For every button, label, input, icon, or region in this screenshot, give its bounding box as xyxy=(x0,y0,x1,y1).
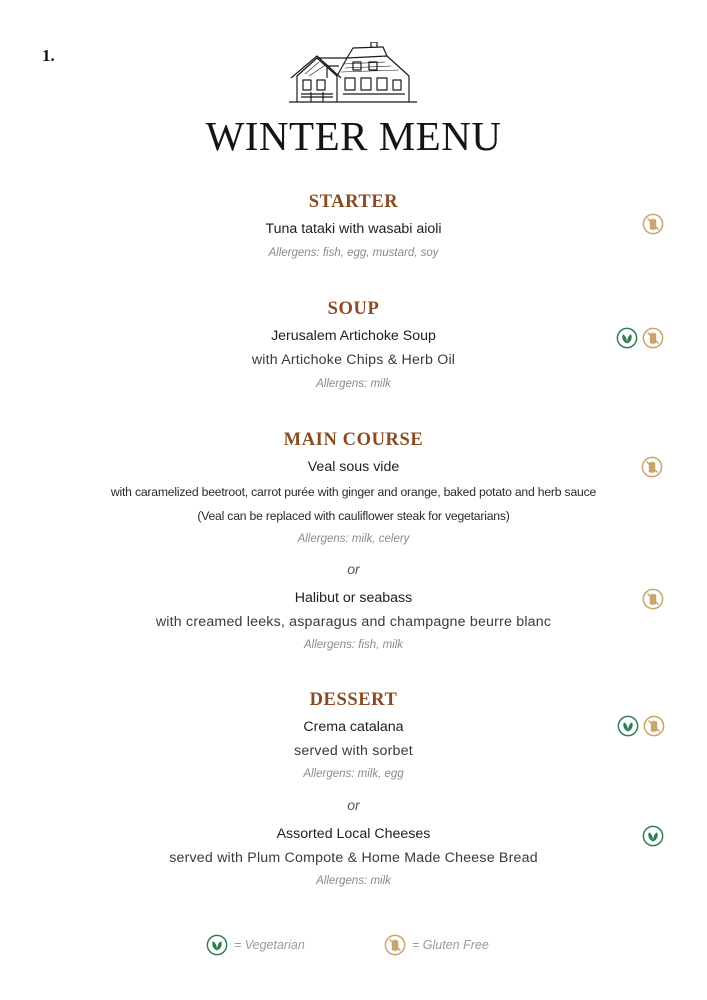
gluten-free-icon xyxy=(643,715,665,737)
menu-title: WINTER MENU xyxy=(205,113,502,159)
legend-gluten-free xyxy=(384,934,489,956)
dessert-dish-cheeses-allergens: Allergens: milk xyxy=(316,875,391,887)
main-dish-halibut-description: with creamed leeks, asparagus and champagne beurre blanc xyxy=(155,614,552,630)
main-dish-halibut-allergens: Allergens: fish, milk xyxy=(303,639,404,651)
dessert-dish-crema-description: served with sorbet xyxy=(294,743,413,759)
dessert-dish-cheeses: Assorted Local Cheeses xyxy=(276,826,431,842)
gluten-free-icon xyxy=(641,456,663,478)
starter-heading: STARTER xyxy=(308,192,399,212)
main-dish-veal-allergens: Allergens: milk, celery xyxy=(297,533,410,545)
starter-dish: Tuna tataki with wasabi aioli xyxy=(265,221,442,237)
soup-description: with Artichoke Chips & Herb Oil xyxy=(251,352,456,368)
page-number: 1. xyxy=(42,46,55,65)
dessert-dish-crema: Crema catalana xyxy=(303,719,404,735)
vegetarian-icon xyxy=(617,715,639,737)
soup-heading: SOUP xyxy=(327,299,380,319)
main-dish-halibut: Halibut or seabass xyxy=(294,590,413,606)
dessert-dish-crema-allergens: Allergens: milk, egg xyxy=(303,768,404,780)
main-dish-veal-description: with caramelized beetroot, carrot purée with ginger and orange, baked potato and herb sauce xyxy=(110,485,597,499)
house-illustration xyxy=(287,42,419,108)
vegetarian-icon xyxy=(206,934,228,956)
vegetarian-icon xyxy=(642,825,664,847)
gluten-free-icon xyxy=(642,213,664,235)
gluten-free-icon xyxy=(642,588,664,610)
vegetarian-icon xyxy=(616,327,638,349)
dessert-heading: DESSERT xyxy=(309,690,398,710)
main-course-heading: MAIN COURSE xyxy=(283,430,424,450)
soup-dish: Jerusalem Artichoke Soup xyxy=(271,328,436,344)
main-dish-veal: Veal sous vide xyxy=(307,459,400,475)
main-or-divider: or xyxy=(347,561,360,577)
main-dish-veal-note: (Veal can be replaced with cauliflower steak for vegetarians) xyxy=(197,509,510,523)
legend-vegetarian xyxy=(206,934,305,956)
legend-gluten-free-label: = Gluten Free xyxy=(412,938,489,952)
gluten-free-icon xyxy=(384,934,406,956)
starter-allergens: Allergens: fish, egg, mustard, soy xyxy=(268,247,439,259)
legend-vegetarian-label: = Vegetarian xyxy=(234,938,305,952)
dessert-or-divider: or xyxy=(347,797,360,813)
gluten-free-icon xyxy=(642,327,664,349)
dessert-dish-cheeses-description: served with Plum Compote & Home Made Cheese Bread xyxy=(169,850,538,866)
soup-allergens: Allergens: milk xyxy=(316,378,391,390)
